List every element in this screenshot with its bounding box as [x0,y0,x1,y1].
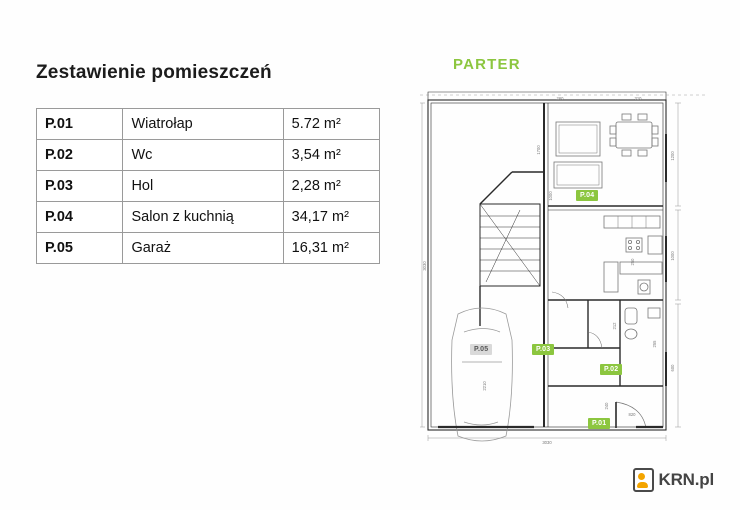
room-tag-p04: P.04 [576,190,598,201]
svg-text:240: 240 [604,402,609,410]
floor-plan-drawing [420,86,706,448]
room-tag-p01: P.01 [588,418,610,429]
room-area: 34,17 m² [283,202,379,233]
room-code: P.05 [37,233,123,264]
table-row [37,140,380,171]
room-area: 16,31 m² [283,233,379,264]
table-row [37,109,380,140]
svg-text:600: 600 [670,364,675,372]
svg-text:260: 260 [556,96,564,101]
room-area: 2,28 m² [283,171,379,202]
room-name: Garaż [123,233,283,264]
svg-text:212: 212 [612,322,617,330]
room-code: P.01 [37,109,123,140]
svg-text:255: 255 [652,340,657,348]
room-name: Salon z kuchnią [123,202,283,233]
room-code: P.04 [37,202,123,233]
krn-logo-icon [633,468,654,492]
room-area: 5.72 m² [283,109,379,140]
table-row [37,171,380,202]
svg-text:820: 820 [628,412,636,417]
floor-plan-title: PARTER [453,56,521,73]
room-area: 3,54 m² [283,140,379,171]
room-tag-p05: P.05 [470,344,492,355]
room-code: P.03 [37,171,123,202]
room-tag-p02: P.02 [600,364,622,375]
room-code: P.02 [37,140,123,171]
table-row [37,202,380,233]
rooms-table [36,108,380,264]
room-name: Hol [123,171,283,202]
svg-text:3030: 3030 [542,440,552,445]
page-title: Zestawienie pomieszczeń [36,62,272,83]
room-tag-p03: P.03 [532,344,554,355]
watermark [633,468,714,492]
table-row [37,233,380,264]
svg-text:3030: 3030 [422,261,427,271]
svg-text:310: 310 [634,96,642,101]
floor-plan-svg [420,86,706,448]
room-schedule-panel [36,62,386,264]
svg-text:250: 250 [630,258,635,266]
svg-text:1700: 1700 [536,145,541,155]
room-name: Wc [123,140,283,171]
floor-plan [420,42,710,452]
svg-text:2210: 2210 [482,381,487,391]
svg-text:1000: 1000 [670,251,675,261]
watermark-text: KRN.pl [658,470,714,489]
svg-text:1000: 1000 [548,191,553,201]
room-name: Wiatrołap [123,109,283,140]
svg-text:1200: 1200 [670,151,675,161]
